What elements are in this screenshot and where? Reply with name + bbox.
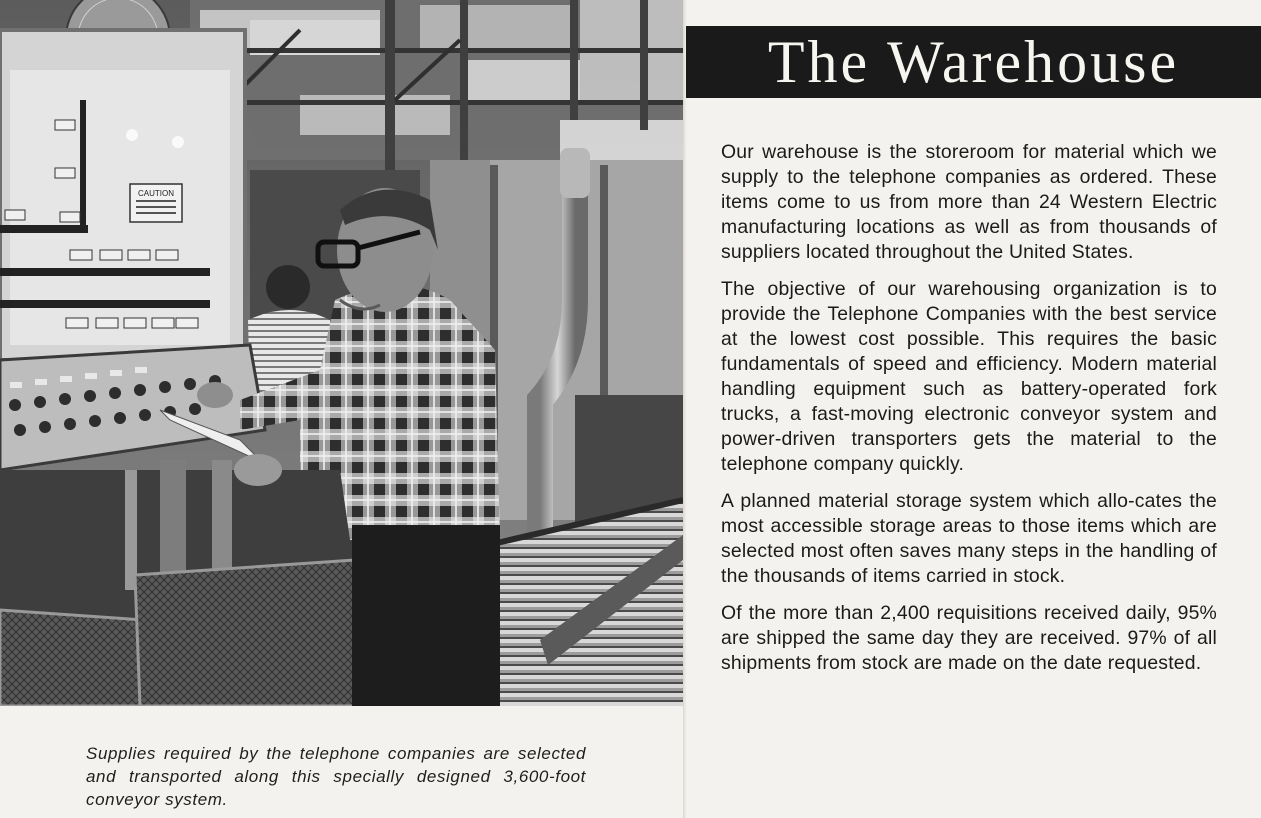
paragraph-objective: The objective of our warehousing organization is to provide the Telephone Companies with the best service at the lowest cost possible. This requires the basic fundamentals of speed and efficiency. Modern material handling equipment such as battery-operated fork trucks, a fast-moving electronic conveyor system and power-driven transporters gets the material to the telephone company quickly. [721, 278, 1217, 475]
paragraph-storage-system: A planned material storage system which allo-cates the most accessible storage areas to those items which are selected most often saves many steps in the handling of the thousands of items carried in stock. [721, 490, 1217, 587]
panel-caution-sign: CAUTION [138, 189, 174, 198]
paragraph-intro: Our warehouse is the storeroom for material which we supply to the telephone companies as ordered. These items come to us from more than 24 Western Electric manufacturing locations as well as from thousands of suppliers located throughout the United States. [721, 141, 1217, 263]
article-body [721, 140, 1217, 688]
title-banner [686, 26, 1261, 98]
page-gutter [683, 0, 687, 818]
paragraph-requisitions: Of the more than 2,400 requisitions received daily, 95% are shipped the same day they are received. 97% of all shipments from stock are made on the date requested. [721, 602, 1217, 674]
page-title: The Warehouse [767, 29, 1180, 95]
photo-caption: Supplies required by the telephone companies are selected and transported along this specially designed 3,600-foot conveyor system. [86, 744, 586, 809]
warehouse-photo [0, 0, 683, 706]
